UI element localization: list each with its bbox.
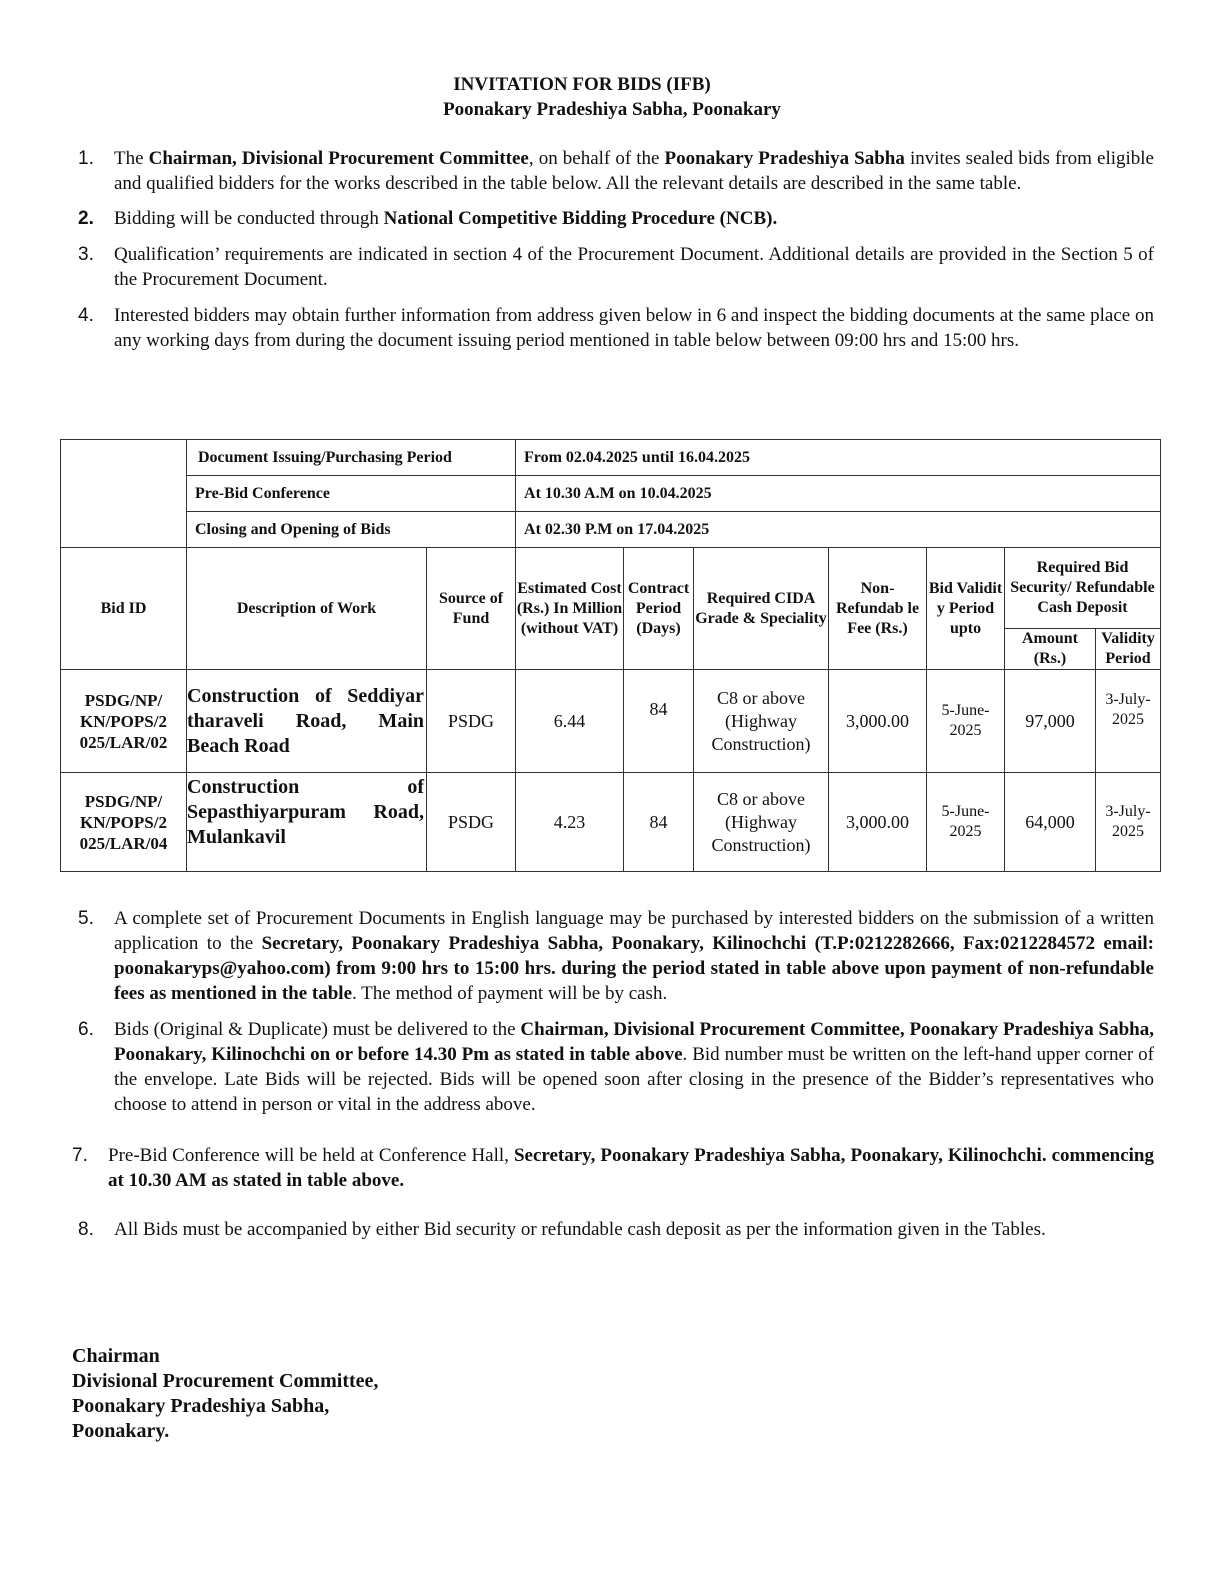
paragraphs-top bbox=[0, 146, 1224, 353]
signature-committee: Divisional Procurement Committee, bbox=[72, 1370, 379, 1392]
header-source: Source of Fund bbox=[427, 548, 516, 670]
paragraph-text: Pre-Bid Conference will be held at Conference Hall, bbox=[108, 1145, 514, 1166]
paragraph-number: 2. bbox=[78, 208, 94, 229]
paragraph-number: 3. bbox=[78, 244, 94, 265]
document-subtitle: Poonakary Pradeshiya Sabha, Poonakary bbox=[443, 99, 781, 120]
paragraph-bold: Chairman, Divisional Procurement Committee bbox=[148, 148, 529, 169]
source-cell: PSDG bbox=[427, 773, 516, 872]
paragraph-number: 4. bbox=[78, 305, 94, 326]
schedule-row bbox=[61, 512, 1161, 548]
paragraph-number: 8. bbox=[78, 1219, 94, 1240]
period-cell: 84 bbox=[624, 773, 694, 872]
cida-cell: C8 or above (Highway Construction) bbox=[694, 670, 829, 773]
schedule-label: Closing and Opening of Bids bbox=[187, 512, 516, 548]
cida-cell: C8 or above (Highway Construction) bbox=[694, 773, 829, 872]
fee-cell: 3,000.00 bbox=[829, 670, 927, 773]
schedule-blank-cell bbox=[61, 440, 187, 548]
table-header-row bbox=[61, 548, 1161, 629]
schedule-row bbox=[61, 440, 1161, 476]
paragraph-text: Interested bidders may obtain further information from address given below in 6 and inspect the bidding documents at the same place on any working days from during the document issuing period mentioned in table below between 09:00 hrs and 15:00 hrs. bbox=[114, 305, 1154, 351]
schedule-label: Pre-Bid Conference bbox=[187, 476, 516, 512]
schedule-row bbox=[61, 476, 1161, 512]
amount-cell: 97,000 bbox=[1005, 670, 1096, 773]
schedule-value: From 02.04.2025 until 16.04.2025 bbox=[516, 440, 1161, 476]
bids-table-wrapper bbox=[60, 439, 1160, 872]
table-row bbox=[61, 670, 1161, 773]
header-validity-period: Validity Period bbox=[1096, 629, 1161, 670]
paragraph-number: 7. bbox=[72, 1145, 88, 1166]
header-estimated-cost: Estimated Cost (Rs.) In Million (without VAT) bbox=[516, 548, 624, 670]
paragraph-bold: Chairman, Divisional Procurement Committee, Poonakary Pradeshiya Sabha, Poonakary, Kilinochchi on or before 14.30 Pm as stated in table above bbox=[114, 1019, 1154, 1065]
signature-organization: Poonakary Pradeshiya Sabha, bbox=[72, 1395, 330, 1417]
bids-table bbox=[60, 439, 1161, 872]
paragraph-text: Qualification’ requirements are indicated in section 4 of the Procurement Document. Additional details are provided in the Section 5 of the Procurement Document. bbox=[114, 244, 1154, 290]
header-cida: Required CIDA Grade & Speciality bbox=[694, 548, 829, 670]
paragraph-text: Bidding will be conducted through bbox=[114, 208, 384, 229]
document-title-block bbox=[0, 72, 1224, 122]
header-bid-id: Bid ID bbox=[61, 548, 187, 670]
cost-cell: 6.44 bbox=[516, 670, 624, 773]
paragraph-bold: National Competitive Bidding Procedure (NCB). bbox=[383, 208, 778, 229]
paragraph-number: 1. bbox=[78, 148, 94, 169]
validity-period-cell: 3-July-2025 bbox=[1096, 670, 1161, 773]
paragraphs-bottom bbox=[0, 906, 1224, 1242]
source-cell: PSDG bbox=[427, 670, 516, 773]
paragraph-text: . The method of payment will be by cash. bbox=[352, 983, 668, 1004]
header-validity: Bid Validit y Period upto bbox=[927, 548, 1005, 670]
schedule-value: At 02.30 P.M on 17.04.2025 bbox=[516, 512, 1161, 548]
fee-cell: 3,000.00 bbox=[829, 773, 927, 872]
validity-cell: 5-June-2025 bbox=[927, 670, 1005, 773]
paragraph-number: 6. bbox=[78, 1019, 94, 1040]
schedule-label: Document Issuing/Purchasing Period bbox=[187, 440, 516, 476]
paragraph-7 bbox=[0, 1143, 1224, 1193]
paragraph-3 bbox=[0, 242, 1224, 292]
signature-place: Poonakary. bbox=[72, 1420, 170, 1442]
paragraph-bold: Poonakary Pradeshiya Sabha bbox=[664, 148, 905, 169]
description-cell: Construction of Seddiyar tharaveli Road, Main Beach Road bbox=[187, 670, 427, 773]
paragraph-number: 5. bbox=[78, 908, 94, 929]
cost-cell: 4.23 bbox=[516, 773, 624, 872]
paragraph-text: The bbox=[114, 148, 149, 169]
paragraph-8 bbox=[0, 1217, 1224, 1242]
header-amount: Amount (Rs.) bbox=[1005, 629, 1096, 670]
paragraph-6 bbox=[0, 1017, 1224, 1117]
amount-cell: 64,000 bbox=[1005, 773, 1096, 872]
paragraph-text: , on behalf of the bbox=[528, 148, 665, 169]
header-fee: Non-Refundab le Fee (Rs.) bbox=[829, 548, 927, 670]
period-cell: 84 bbox=[624, 670, 694, 773]
paragraph-5 bbox=[0, 906, 1224, 1006]
description-cell: Construction of Sepasthiyarpuram Road, Mulankavil bbox=[187, 773, 427, 872]
paragraph-bold: Secretary, Poonakary Pradeshiya Sabha, Poonakary, Kilinochchi (T.P:0212282666, Fax:0212284572 email: poonakaryps@yahoo.com) from 9:00 hrs to 15:00 hrs. during the period stated in table above upon payment of non-refundable fees as mentioned in the table bbox=[114, 933, 1154, 1004]
header-contract-period: Contract Period (Days) bbox=[624, 548, 694, 670]
schedule-value: At 10.30 A.M on 10.04.2025 bbox=[516, 476, 1161, 512]
bid-id-cell: PSDG/NP/ KN/POPS/2 025/LAR/04 bbox=[61, 773, 187, 872]
paragraph-1 bbox=[0, 146, 1224, 196]
paragraph-text: invites sealed bids from eligible and qualified bidders for the works described in the table below. All the relevant details are described in the same table. bbox=[114, 148, 1154, 194]
signature-block bbox=[72, 1344, 378, 1444]
signature-title: Chairman bbox=[72, 1345, 160, 1367]
header-description: Description of Work bbox=[187, 548, 427, 670]
paragraph-text: All Bids must be accompanied by either Bid security or refundable cash deposit as per the information given in the Tables. bbox=[114, 1219, 1046, 1240]
validity-cell: 5-June-2025 bbox=[927, 773, 1005, 872]
paragraph-bold: Secretary, Poonakary Pradeshiya Sabha, Poonakary, Kilinochchi. commencing at 10.30 AM as stated in table above. bbox=[108, 1145, 1154, 1191]
paragraph-text: Bids (Original & Duplicate) must be delivered to the bbox=[114, 1019, 521, 1040]
table-row bbox=[61, 773, 1161, 872]
paragraph-2 bbox=[0, 206, 1224, 231]
paragraph-text: A complete set of Procurement Documents in English language may be purchased by interested bidders on the submission of a written application to the bbox=[114, 908, 1154, 954]
bid-id-cell: PSDG/NP/ KN/POPS/2 025/LAR/02 bbox=[61, 670, 187, 773]
validity-period-cell: 3-July-2025 bbox=[1096, 773, 1161, 872]
document-title: INVITATION FOR BIDS (IFB) bbox=[453, 74, 711, 95]
paragraph-4 bbox=[0, 303, 1224, 353]
paragraph-text: . Bid number must be written on the left-hand upper corner of the envelope. Late Bids will be rejected. Bids will be opened soon after closing in the presence of the Bidder’s representatives who choose to attend in person or vital in the address above. bbox=[114, 1044, 1155, 1115]
header-security: Required Bid Security/ Refundable Cash Deposit bbox=[1005, 548, 1161, 629]
